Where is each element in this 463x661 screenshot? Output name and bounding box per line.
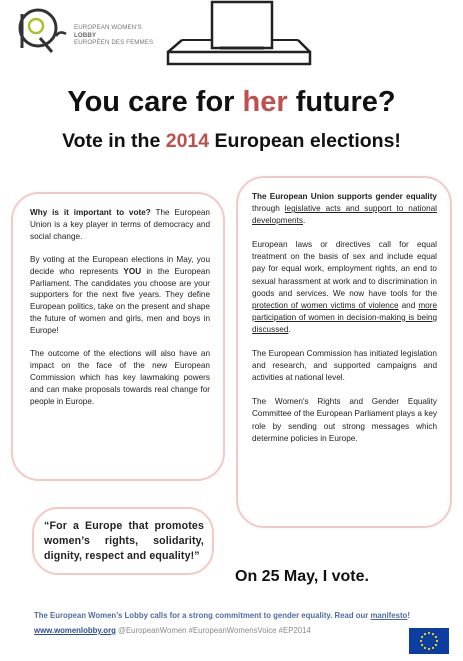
eu-star <box>436 640 438 642</box>
vote-date-statement: On 25 May, I vote. <box>235 568 369 585</box>
why-vote-p2-a: By voting at the European elections in May, you decide who represents <box>30 254 210 276</box>
eu-paragraph-2 <box>252 239 437 336</box>
why-vote-paragraph-3: The outcome of the elections will also have an impact on the face of the new European Commission which has key lawmaking powers and can make proposals towards real change for people in Europe. <box>30 349 210 406</box>
eu-star <box>432 633 434 635</box>
eu-star <box>421 636 423 638</box>
eu-p1-mid: through <box>252 204 285 214</box>
eu-p1-bold: The European Union supports gender equality <box>252 192 437 201</box>
headline-before: You care for <box>67 86 243 118</box>
subheadline-after: European elections! <box>209 130 401 152</box>
why-vote-heading: Why is it important to vote? <box>30 208 151 217</box>
eu-p2-link-1[interactable]: protection of women victims of violence <box>252 300 399 310</box>
why-vote-paragraph-1 <box>30 207 210 243</box>
subheadline-accent: 2014 <box>165 130 210 152</box>
footer-contact <box>34 626 311 635</box>
eu-p2-a: European laws or directives call for equal treatment on the basis of sex and include equal pay for equal work, employment rights, an end to sexual harassment at work and to discrimination in goods and services. We now have tools for the <box>252 240 437 298</box>
page-headline <box>0 86 463 119</box>
quote-box <box>32 507 214 575</box>
eu-p1-link[interactable]: legislative acts and support to national developments <box>252 204 437 226</box>
manifesto-link[interactable]: manifesto <box>370 611 408 620</box>
page-subheadline <box>0 130 463 153</box>
footer-end: ! <box>407 611 410 620</box>
eu-flag-icon <box>409 628 449 654</box>
social-tags: @EuropeanWomen #EuropeanWomensVoice #EP2014 <box>115 626 311 635</box>
eu-star <box>428 648 430 650</box>
eu-star <box>435 636 437 638</box>
logo-line-1: EUROPEAN WOMEN'S <box>74 24 142 31</box>
website-link[interactable]: www.womenlobby.org <box>34 626 116 635</box>
eu-gender-equality-box <box>236 176 452 528</box>
eu-star <box>428 632 430 634</box>
eu-paragraph-3: The European Commission has initiated legislation and research, and supported campaigns and activities at national level. <box>252 349 437 383</box>
eu-p1-end: . <box>302 216 306 226</box>
eu-star <box>424 633 426 635</box>
eu-p2-mid: and <box>398 300 419 310</box>
headline-after: future? <box>287 86 396 118</box>
eu-p2-end: . <box>288 324 291 334</box>
why-vote-p2-b: in the European Parliament. The candidates you choose are your supporters for the next five years. They define European politics, take on the present and shape the future of women and girls, men and boys in Europe! <box>30 266 210 336</box>
footer-text: The European Women’s Lobby calls for a strong commitment to gender equality. Read our <box>34 611 371 620</box>
eu-star <box>432 647 434 649</box>
footer-call-to-action <box>34 611 410 620</box>
ewl-logo <box>12 6 172 58</box>
eu-paragraph-1 <box>252 191 437 227</box>
logo-text <box>74 24 153 47</box>
eu-paragraph-4: The Women's Rights and Gender Equality Committee of the European Parliament plays a key role by sending out strong messages which determine policies in Europe. <box>252 397 437 443</box>
why-vote-paragraph-2 <box>30 254 210 337</box>
logo-line-2: LOBBY <box>74 31 97 39</box>
why-vote-box <box>11 192 225 481</box>
why-vote-p1-text: The European Union is a key player in terms of democracy and social change. <box>30 208 210 241</box>
logo-line-3: EUROPÉEN DES FEMMES <box>74 39 154 47</box>
subheadline-before: Vote in the <box>62 130 166 152</box>
ewl-logo-icon <box>12 6 72 56</box>
why-vote-p2-bold: YOU <box>123 266 142 276</box>
eu-star <box>420 640 422 642</box>
eu-p2-link-2[interactable]: more participation of women in decision-making is being discussed <box>252 300 437 334</box>
ballot-box-icon <box>160 0 320 74</box>
quote-text: “For a Europe that promotes women’s rights, solidarity, dignity, respect and equality!” <box>44 520 204 562</box>
eu-star <box>435 644 437 646</box>
eu-star <box>421 644 423 646</box>
eu-star <box>424 647 426 649</box>
headline-accent: her <box>242 86 288 118</box>
